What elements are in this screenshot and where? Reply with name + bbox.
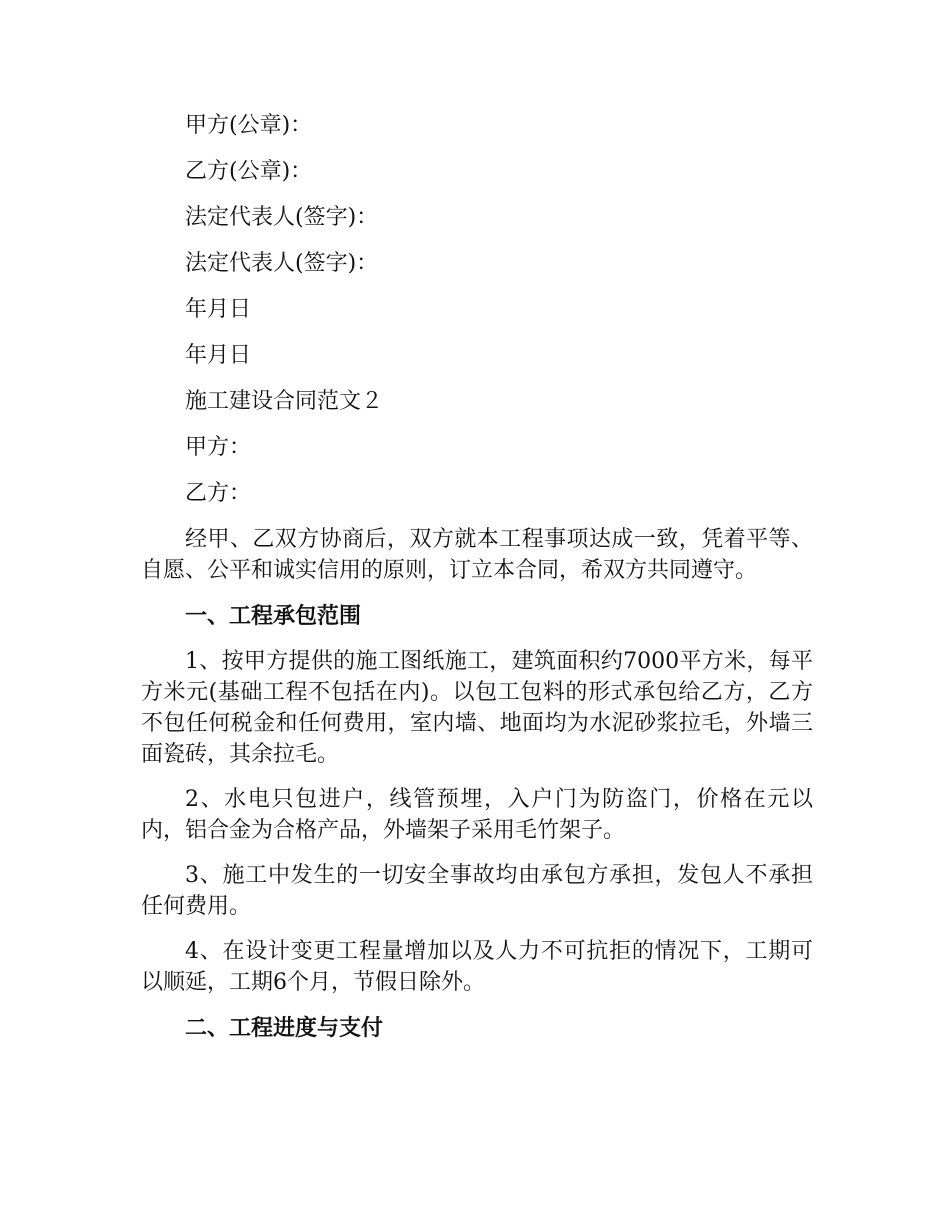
scope-item-3: 3、施工中发生的一切安全事故均由承包方承担，发包人不承担任何费用。 (141, 863, 813, 919)
party-b-seal-line: 乙方(公章)： (185, 159, 313, 184)
section-heading-progress-payment: 二、工程进度与支付 (185, 1015, 384, 1041)
party-a-representative-line: 法定代表人(签字)： (185, 205, 379, 230)
date-line-b: 年月日 (185, 343, 252, 368)
document-body (141, 110, 813, 1058)
section-heading-scope: 一、工程承包范围 (185, 603, 362, 629)
party-a-label: 甲方： (185, 435, 252, 460)
scope-item-2: 2、水电只包进户，线管预埋，入户门为防盗门，价格在元以内，铝合金为合格产品，外墙架子采用毛竹架子。 (141, 787, 813, 843)
scope-item-4: 4、在设计变更工程量增加以及人力不可抗拒的情况下，工期可以顺延，工期6个月，节假日除外。 (141, 939, 813, 995)
party-a-seal-line: 甲方(公章)： (185, 113, 313, 138)
scope-item-1: 1、按甲方提供的施工图纸施工，建筑面积约7000平方米，每平方米元(基础工程不包括在内)。以包工包料的形式承包给乙方，乙方不包任何税金和任何费用，室内墙、地面均为水泥砂浆拉毛，外墙三面瓷砖，其余拉毛。 (141, 649, 813, 767)
intro-paragraph: 经甲、乙双方协商后，双方就本工程事项达成一致，凭着平等、自愿、公平和诚实信用的原则，订立本合同，希双方共同遵守。 (141, 527, 813, 583)
date-line-a: 年月日 (185, 297, 252, 322)
party-b-representative-line: 法定代表人(签字)： (185, 251, 379, 276)
party-b-label: 乙方： (185, 481, 252, 506)
document-title: 施工建设合同范文２ (185, 389, 384, 414)
